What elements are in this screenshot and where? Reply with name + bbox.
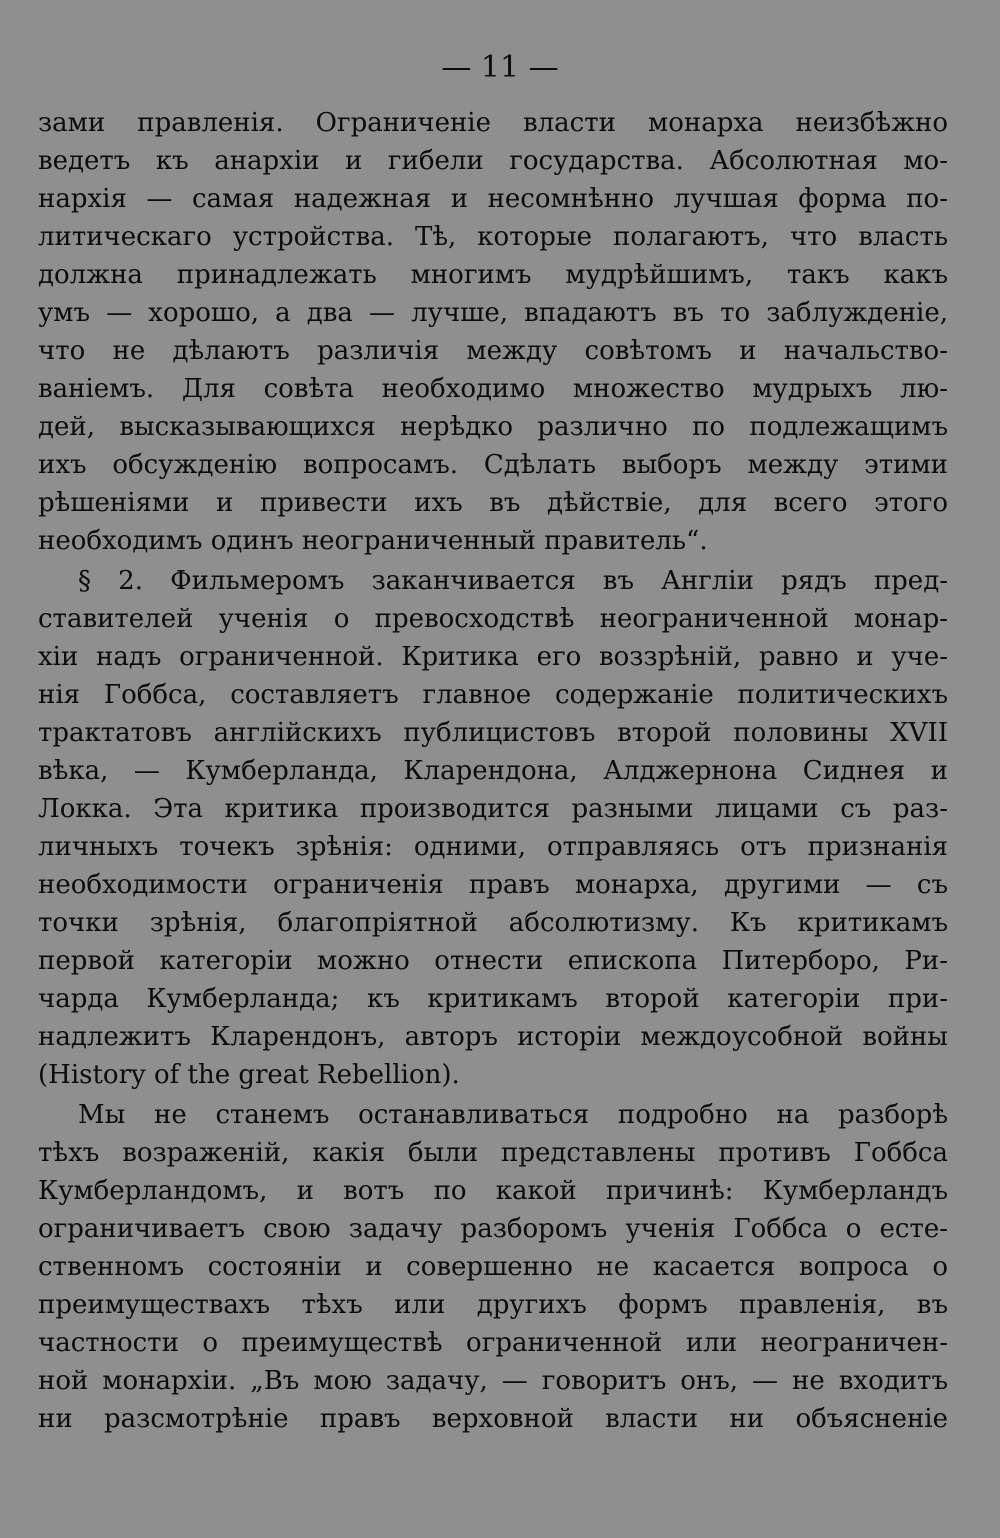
text-line: литическаго устройства. Тѣ, которые полагаютъ, что власть	[38, 222, 948, 252]
paragraph-end-line: (History of the great Rebellion).	[38, 1060, 460, 1090]
text-line: частности о преимуществѣ ограниченной или неограничен-	[38, 1328, 948, 1358]
text-line: первой категоріи можно отнести епископа Питерборо, Ри-	[38, 946, 948, 976]
text-line: ихъ обсужденію вопросамъ. Сдѣлать выборъ между этими	[38, 450, 948, 480]
text-line: ственномъ состояніи и совершенно не касается вопроса о	[38, 1252, 948, 1282]
text-line: умъ — хорошо, а два — лучше, впадаютъ въ то заблужденіе,	[38, 298, 948, 328]
text-line: ни разсмотрѣніе правъ верховной власти ни объясненіе	[38, 1404, 948, 1434]
text-line: ограничиваетъ свою задачу разборомъ ученія Гоббса о есте-	[38, 1214, 948, 1244]
text-line: хіи надъ ограниченной. Критика его воззрѣній, равно и уче-	[38, 642, 948, 672]
text-line: ведетъ къ анархіи и гибели государства. Абсолютная мо-	[38, 146, 948, 176]
text-line: рѣшеніями и привести ихъ въ дѣйствіе, для всего этого	[38, 488, 948, 518]
paragraph-start-line: Мы не станемъ останавливаться подробно на разборѣ	[78, 1100, 948, 1130]
text-line: трактатовъ англійскихъ публицистовъ второй половины XVII	[38, 718, 948, 748]
text-line: Кумберландомъ, и вотъ по какой причинѣ: Кумберландъ	[38, 1176, 948, 1206]
text-line: тѣхъ возраженій, какія были представлены противъ Гоббса	[38, 1138, 948, 1168]
text-line: точки зрѣнія, благопріятной абсолютизму. Къ критикамъ	[38, 908, 948, 938]
text-line: чарда Кумберланда; къ критикамъ второй категоріи при-	[38, 984, 948, 1014]
text-line: ной монархіи. „Въ мою задачу, — говоритъ онъ, — не входитъ	[38, 1366, 948, 1396]
paragraph-end-line: необходимъ одинъ неограниченный правитель“.	[38, 526, 708, 556]
text-line: дей, высказывающихся нерѣдко различно по подлежащимъ	[38, 412, 948, 442]
text-line: надлежитъ Кларендонъ, авторъ исторіи междоусобной войны	[38, 1022, 948, 1052]
text-line: Локка. Эта критика производится разными лицами съ раз-	[38, 794, 948, 824]
text-line: личныхъ точекъ зрѣнія: одними, отправляясь отъ признанія	[38, 832, 948, 862]
section-heading-line: § 2. Фильмеромъ заканчивается въ Англіи рядъ пред-	[78, 566, 948, 596]
text-line: преимуществахъ тѣхъ или другихъ формъ правленія, въ	[38, 1290, 948, 1320]
page-number: — 11 —	[441, 50, 559, 85]
text-line: необходимости ограниченія правъ монарха, другими — съ	[38, 870, 948, 900]
text-line: должна принадлежать многимъ мудрѣйшимъ, такъ какъ	[38, 260, 948, 290]
text-line: ваніемъ. Для совѣта необходимо множество мудрыхъ лю-	[38, 374, 948, 404]
text-line: вѣка, — Кумберланда, Кларендона, Алджернона Сиднея и	[38, 756, 948, 786]
text-line: нія Гоббса, составляетъ главное содержаніе политическихъ	[38, 680, 948, 710]
text-line: ставителей ученія о превосходствѣ неограниченной монар-	[38, 604, 948, 634]
text-line: зами правленія. Ограниченіе власти монарха неизбѣжно	[38, 108, 948, 138]
text-line: что не дѣлаютъ различія между совѣтомъ и начальство-	[38, 336, 948, 366]
text-line: нархія — самая надежная и несомнѣнно лучшая форма по-	[38, 184, 948, 214]
